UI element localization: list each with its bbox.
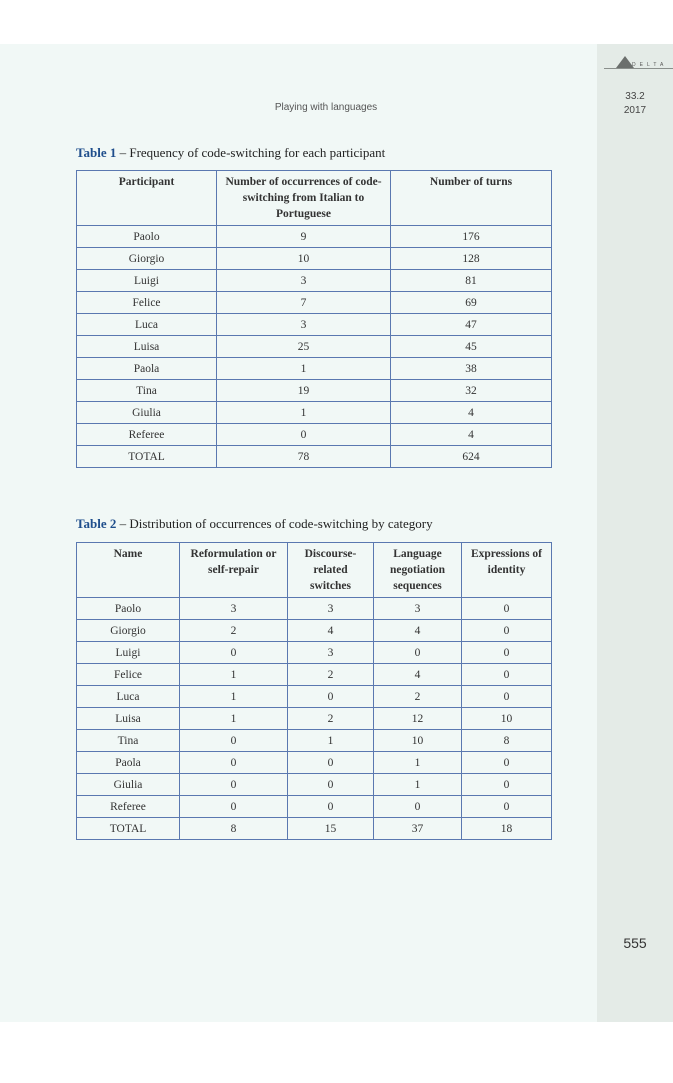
value-cell: 69 [391, 292, 552, 314]
table1-header-participant: Participant [77, 171, 217, 226]
value-cell: 0 [462, 664, 552, 686]
table-row [77, 774, 552, 796]
row-label-cell: Paola [77, 752, 180, 774]
table-row [77, 314, 552, 336]
value-cell: 3 [217, 314, 391, 336]
table-row [77, 708, 552, 730]
row-label-cell: Referee [77, 796, 180, 818]
row-label-cell: Felice [77, 292, 217, 314]
page-number: 555 [623, 935, 647, 951]
row-label-cell: Luca [77, 314, 217, 336]
table1-header-turns: Number of turns [391, 171, 552, 226]
row-label-cell: Felice [77, 664, 180, 686]
value-cell: 0 [462, 642, 552, 664]
value-cell: 0 [374, 796, 462, 818]
table-row [77, 358, 552, 380]
value-cell: 0 [180, 730, 288, 752]
table2-header-name: Name [77, 543, 180, 598]
value-cell: 3 [217, 270, 391, 292]
table-row [77, 642, 552, 664]
volume-number: 33.2 [625, 91, 645, 102]
row-label-cell: Giulia [77, 402, 217, 424]
value-cell: 32 [391, 380, 552, 402]
value-cell: 81 [391, 270, 552, 292]
value-cell: 10 [462, 708, 552, 730]
row-label-cell: TOTAL [77, 446, 217, 468]
table-row [77, 598, 552, 620]
table-row [77, 730, 552, 752]
table-row [77, 446, 552, 468]
value-cell: 1 [180, 708, 288, 730]
value-cell: 10 [217, 248, 391, 270]
row-label-cell: Tina [77, 730, 180, 752]
table-row [77, 752, 552, 774]
value-cell: 25 [217, 336, 391, 358]
row-label-cell: TOTAL [77, 818, 180, 840]
row-label-cell: Luigi [77, 270, 217, 292]
table2-header-discourse: Discourse-related switches [288, 543, 374, 598]
table1-frequency [76, 170, 552, 468]
value-cell: 37 [374, 818, 462, 840]
value-cell: 0 [180, 642, 288, 664]
value-cell: 0 [180, 796, 288, 818]
row-label-cell: Giorgio [77, 620, 180, 642]
value-cell: 0 [217, 424, 391, 446]
value-cell: 0 [462, 752, 552, 774]
logo-text: DELTA [632, 62, 668, 68]
value-cell: 176 [391, 226, 552, 248]
row-label-cell: Giorgio [77, 248, 217, 270]
journal-sidebar [597, 44, 673, 1022]
table-row [77, 402, 552, 424]
value-cell: 0 [288, 752, 374, 774]
value-cell: 7 [217, 292, 391, 314]
value-cell: 3 [180, 598, 288, 620]
value-cell: 8 [462, 730, 552, 752]
value-cell: 3 [374, 598, 462, 620]
value-cell: 1 [180, 686, 288, 708]
value-cell: 0 [462, 598, 552, 620]
table-row [77, 796, 552, 818]
row-label-cell: Paolo [77, 598, 180, 620]
table2-header-identity: Expressions of identity [462, 543, 552, 598]
table2-distribution [76, 542, 552, 840]
value-cell: 1 [217, 358, 391, 380]
value-cell: 47 [391, 314, 552, 336]
value-cell: 0 [288, 686, 374, 708]
table1-header-occurrences: Number of occurrences of code-switching from Italian to Portuguese [217, 171, 391, 226]
table-row [77, 270, 552, 292]
value-cell: 1 [180, 664, 288, 686]
value-cell: 0 [288, 796, 374, 818]
table2-label: Table 2 [76, 516, 117, 531]
volume-year: 2017 [623, 105, 647, 116]
row-label-cell: Luca [77, 686, 180, 708]
value-cell: 0 [462, 686, 552, 708]
table-row [77, 248, 552, 270]
value-cell: 1 [374, 774, 462, 796]
table-row [77, 620, 552, 642]
value-cell: 4 [374, 620, 462, 642]
value-cell: 9 [217, 226, 391, 248]
value-cell: 1 [217, 402, 391, 424]
value-cell: 8 [180, 818, 288, 840]
value-cell: 128 [391, 248, 552, 270]
value-cell: 4 [288, 620, 374, 642]
table2-caption-text: – Distribution of occurrences of code-switching by category [116, 516, 433, 531]
table1-caption [76, 145, 385, 161]
table1-caption-text: – Frequency of code-switching for each participant [116, 145, 386, 160]
table1-label: Table 1 [76, 145, 117, 160]
value-cell: 0 [462, 796, 552, 818]
table-row [77, 226, 552, 248]
row-label-cell: Luisa [77, 336, 217, 358]
row-label-cell: Referee [77, 424, 217, 446]
row-label-cell: Tina [77, 380, 217, 402]
value-cell: 2 [180, 620, 288, 642]
value-cell: 0 [462, 774, 552, 796]
value-cell: 0 [180, 752, 288, 774]
row-label-cell: Giulia [77, 774, 180, 796]
value-cell: 0 [180, 774, 288, 796]
value-cell: 10 [374, 730, 462, 752]
value-cell: 3 [288, 642, 374, 664]
value-cell: 4 [374, 664, 462, 686]
value-cell: 3 [288, 598, 374, 620]
value-cell: 18 [462, 818, 552, 840]
value-cell: 1 [288, 730, 374, 752]
value-cell: 4 [391, 424, 552, 446]
table2-caption [76, 516, 433, 532]
table-row [77, 686, 552, 708]
value-cell: 2 [288, 708, 374, 730]
table-row [77, 424, 552, 446]
value-cell: 15 [288, 818, 374, 840]
row-label-cell: Luisa [77, 708, 180, 730]
value-cell: 2 [374, 686, 462, 708]
value-cell: 4 [391, 402, 552, 424]
value-cell: 19 [217, 380, 391, 402]
logo-rule [604, 68, 673, 69]
value-cell: 624 [391, 446, 552, 468]
row-label-cell: Luigi [77, 642, 180, 664]
value-cell: 45 [391, 336, 552, 358]
value-cell: 0 [288, 774, 374, 796]
table-row [77, 292, 552, 314]
table-row [77, 664, 552, 686]
row-label-cell: Paolo [77, 226, 217, 248]
table2-header-negotiation: Language negotiation sequences [374, 543, 462, 598]
running-title: Playing with languages [274, 102, 378, 113]
value-cell: 78 [217, 446, 391, 468]
value-cell: 2 [288, 664, 374, 686]
value-cell: 12 [374, 708, 462, 730]
table-row [77, 380, 552, 402]
table-row [77, 336, 552, 358]
table-row [77, 818, 552, 840]
value-cell: 0 [462, 620, 552, 642]
table2-header-reformulation: Reformulation or self-repair [180, 543, 288, 598]
value-cell: 38 [391, 358, 552, 380]
value-cell: 1 [374, 752, 462, 774]
value-cell: 0 [374, 642, 462, 664]
row-label-cell: Paola [77, 358, 217, 380]
